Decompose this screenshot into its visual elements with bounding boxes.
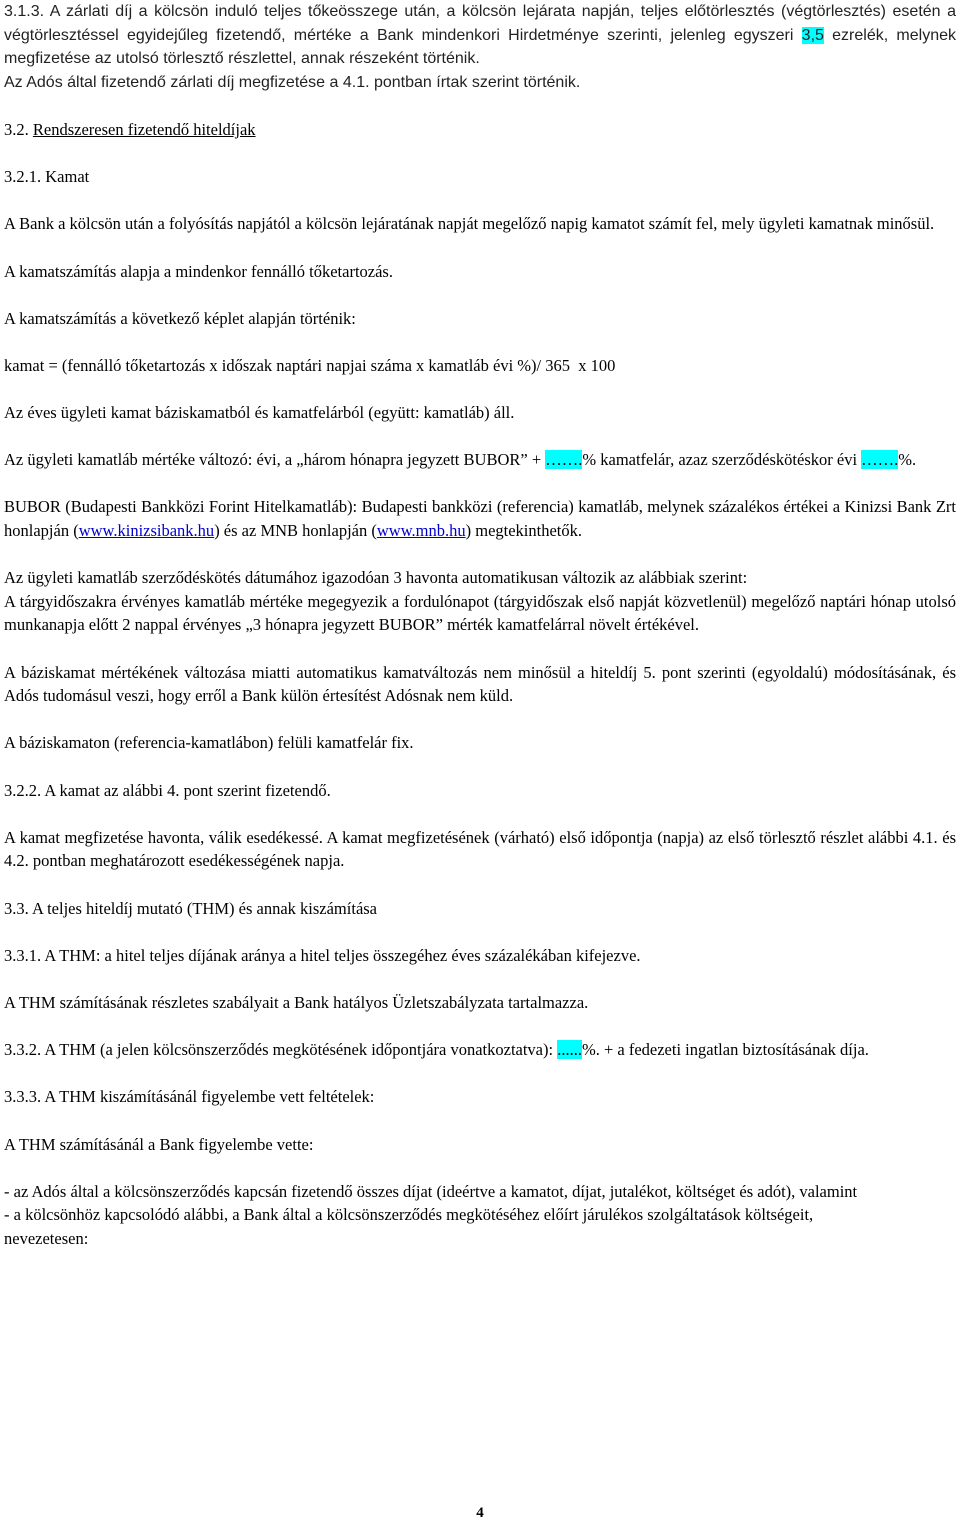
highlight-kamatfelar-blank: …….: [545, 450, 583, 470]
zarlati-dij-line2: Az Adós által fizetendő zárlati díj megfizetése a 4.1. pontban írtak szerint történik.: [4, 73, 581, 91]
highlight-ezrelek-value: 3,5: [801, 26, 824, 44]
section-3-2-2: 3.2.2. A kamat az alábbi 4. pont szerint fizetendő.: [4, 780, 331, 800]
section-3-2-heading: [4, 118, 956, 142]
section-3-2-number: 3.2.: [4, 119, 33, 139]
section-3-2-1-heading: 3.2.1. Kamat: [4, 167, 90, 187]
mnb-link[interactable]: www.mnb.hu: [376, 521, 466, 541]
list-item: - az Adós által a kölcsönszerződés kapcsán fizetendő összes díjat (ideértve a kamatot, díjat, jutalékot, költséget és adót), valamint: [4, 1181, 858, 1201]
kamat-formula: kamat = (fennálló tőketartozás x időszak naptári napjai száma x kamatláb évi %)/ 365 x 100: [4, 355, 616, 375]
thm-figyelembe-paragraph: A THM számításánál a Bank figyelembe vette:: [4, 1134, 314, 1154]
paragraph-zarlati-dij: [4, 0, 956, 94]
bubor-paragraph: [4, 495, 956, 542]
kamat-paragraph-1: A Bank a kölcsön után a folyósítás napjától a kölcsön lejáratának napját megelőző napig kamatot számít fel, mely ügyleti kamatnak minősül.: [4, 214, 935, 234]
thm-text-a: 3.3.2. A THM (a jelen kölcsönszerződés megkötésének időpontjára vonatkoztatva):: [4, 1040, 558, 1060]
bubor-text-c: ) megtekinthetők.: [465, 521, 583, 541]
kamat-megfizetes-paragraph: A kamat megfizetése havonta, válik esedékessé. A kamat megfizetésének (várható) első időpontja (napja) az első törlesztő részlet alábbi 4.1. és 4.2. pontban meghatározott esedékességének napja.: [4, 827, 956, 871]
valtozo-text-c: %.: [898, 450, 917, 470]
kinizsibank-link[interactable]: www.kinizsibank.hu: [78, 521, 215, 541]
zarlati-dij-text: [4, 0, 956, 71]
igazodo-paragraph-2: A tárgyidőszakra érvényes kamatláb mértéke megegyezik a fordulónapot (tárgyidőszak első napját közvetlenül) megelőző naptári hónap utolsó munkanapja előtt 2 nappal érvényes „3 hónapra jegyzett BUBOR” mérték kamatfelárral növelt értékével.: [4, 591, 956, 635]
bubor-text-b: ) és az MNB honlapján (: [214, 521, 377, 541]
igazodo-paragraph-1: Az ügyleti kamatláb szerződéskötés dátumához igazodóan 3 havonta automatikusan változik az alábbiak szerint:: [4, 568, 748, 588]
eves-kamat-paragraph: Az éves ügyleti kamat báziskamatból és kamatfelárból (együtt: kamatláb) áll.: [4, 403, 515, 423]
section-3-3-3: 3.3.3. A THM kiszámításánál figyelembe vett feltételek:: [4, 1087, 375, 1107]
section-3-2-title: Rendszeresen fizetendő hiteldíjak: [32, 119, 256, 139]
section-3-3-2: [4, 1038, 956, 1062]
highlight-thm-blank: ......: [557, 1040, 582, 1060]
section-3-3-heading: 3.3. A teljes hiteldíj mutató (THM) és annak kiszámítása: [4, 898, 378, 918]
thm-szabalyok-paragraph: A THM számításának részletes szabályait a Bank hatályos Üzletszabályzata tartalmazza.: [4, 992, 589, 1012]
kamat-paragraph-3: A kamatszámítás a következő képlet alapján történik:: [4, 308, 356, 328]
nevezetesen-text: nevezetesen:: [4, 1228, 89, 1248]
valtozo-kamatlab-paragraph: [4, 448, 956, 472]
thm-text-b: %. + a fedezeti ingatlan biztosításának díja.: [581, 1040, 869, 1060]
kamat-paragraph-2: A kamatszámítás alapja a mindenkor fennálló tőketartozás.: [4, 261, 393, 281]
baziskamat-valtozas-paragraph: A báziskamat mértékének változása miatti automatikus kamatváltozás nem minősül a hiteldíj 5. pont szerinti (egyoldalú) módosításának, és Adós tudomásul veszi, hogy erről a Bank külön értesítést Adósnak nem küld.: [4, 662, 956, 706]
page-number: 4: [476, 1505, 484, 1521]
highlight-evi-blank: …….: [861, 450, 899, 470]
valtozo-text-a: Az ügyleti kamatláb mértéke változó: évi, a „három hónapra jegyzett BUBOR” +: [4, 450, 546, 470]
bubor-text-a: BUBOR (Budapesti Bankközi Forint Hitelkamatláb): Budapesti bankközi (referencia) kamatláb, melynek százalékos értékei a Kinizsi Bank Zrt honlapján (: [4, 497, 956, 541]
kamatfelar-fix-paragraph: A báziskamaton (referencia-kamatlábon) felüli kamatfelár fix.: [4, 733, 414, 753]
valtozo-text-b: % kamatfelár, azaz szerződéskötéskor évi: [582, 450, 862, 470]
list-item: - a kölcsönhöz kapcsolódó alábbi, a Bank által a kölcsönszerződés megkötéséhez előírt járulékos szolgáltatások költségeit,: [4, 1205, 814, 1225]
section-3-3-1: 3.3.1. A THM: a hitel teljes díjának aránya a hitel teljes összegéhez éves százalékában kifejezve.: [4, 945, 641, 965]
document-page: [4, 0, 956, 1529]
zarlati-dij-text-a: 3.1.3. A zárlati díj a kölcsön induló teljes tőkeösszege után, a kölcsön lejárata napján, teljes előtörlesztés (végtörlesztés) esetén a végtörlesztéssel egyidejűleg fizetendő, mértéke a Bank mindenkori Hirdetménye szerinti, jelenleg egyszeri: [4, 3, 956, 44]
zarlati-dij-text-b: ezrelék, melynek megfizetése az utolsó törlesztő részlettel, annak részeként történik.: [4, 26, 957, 68]
